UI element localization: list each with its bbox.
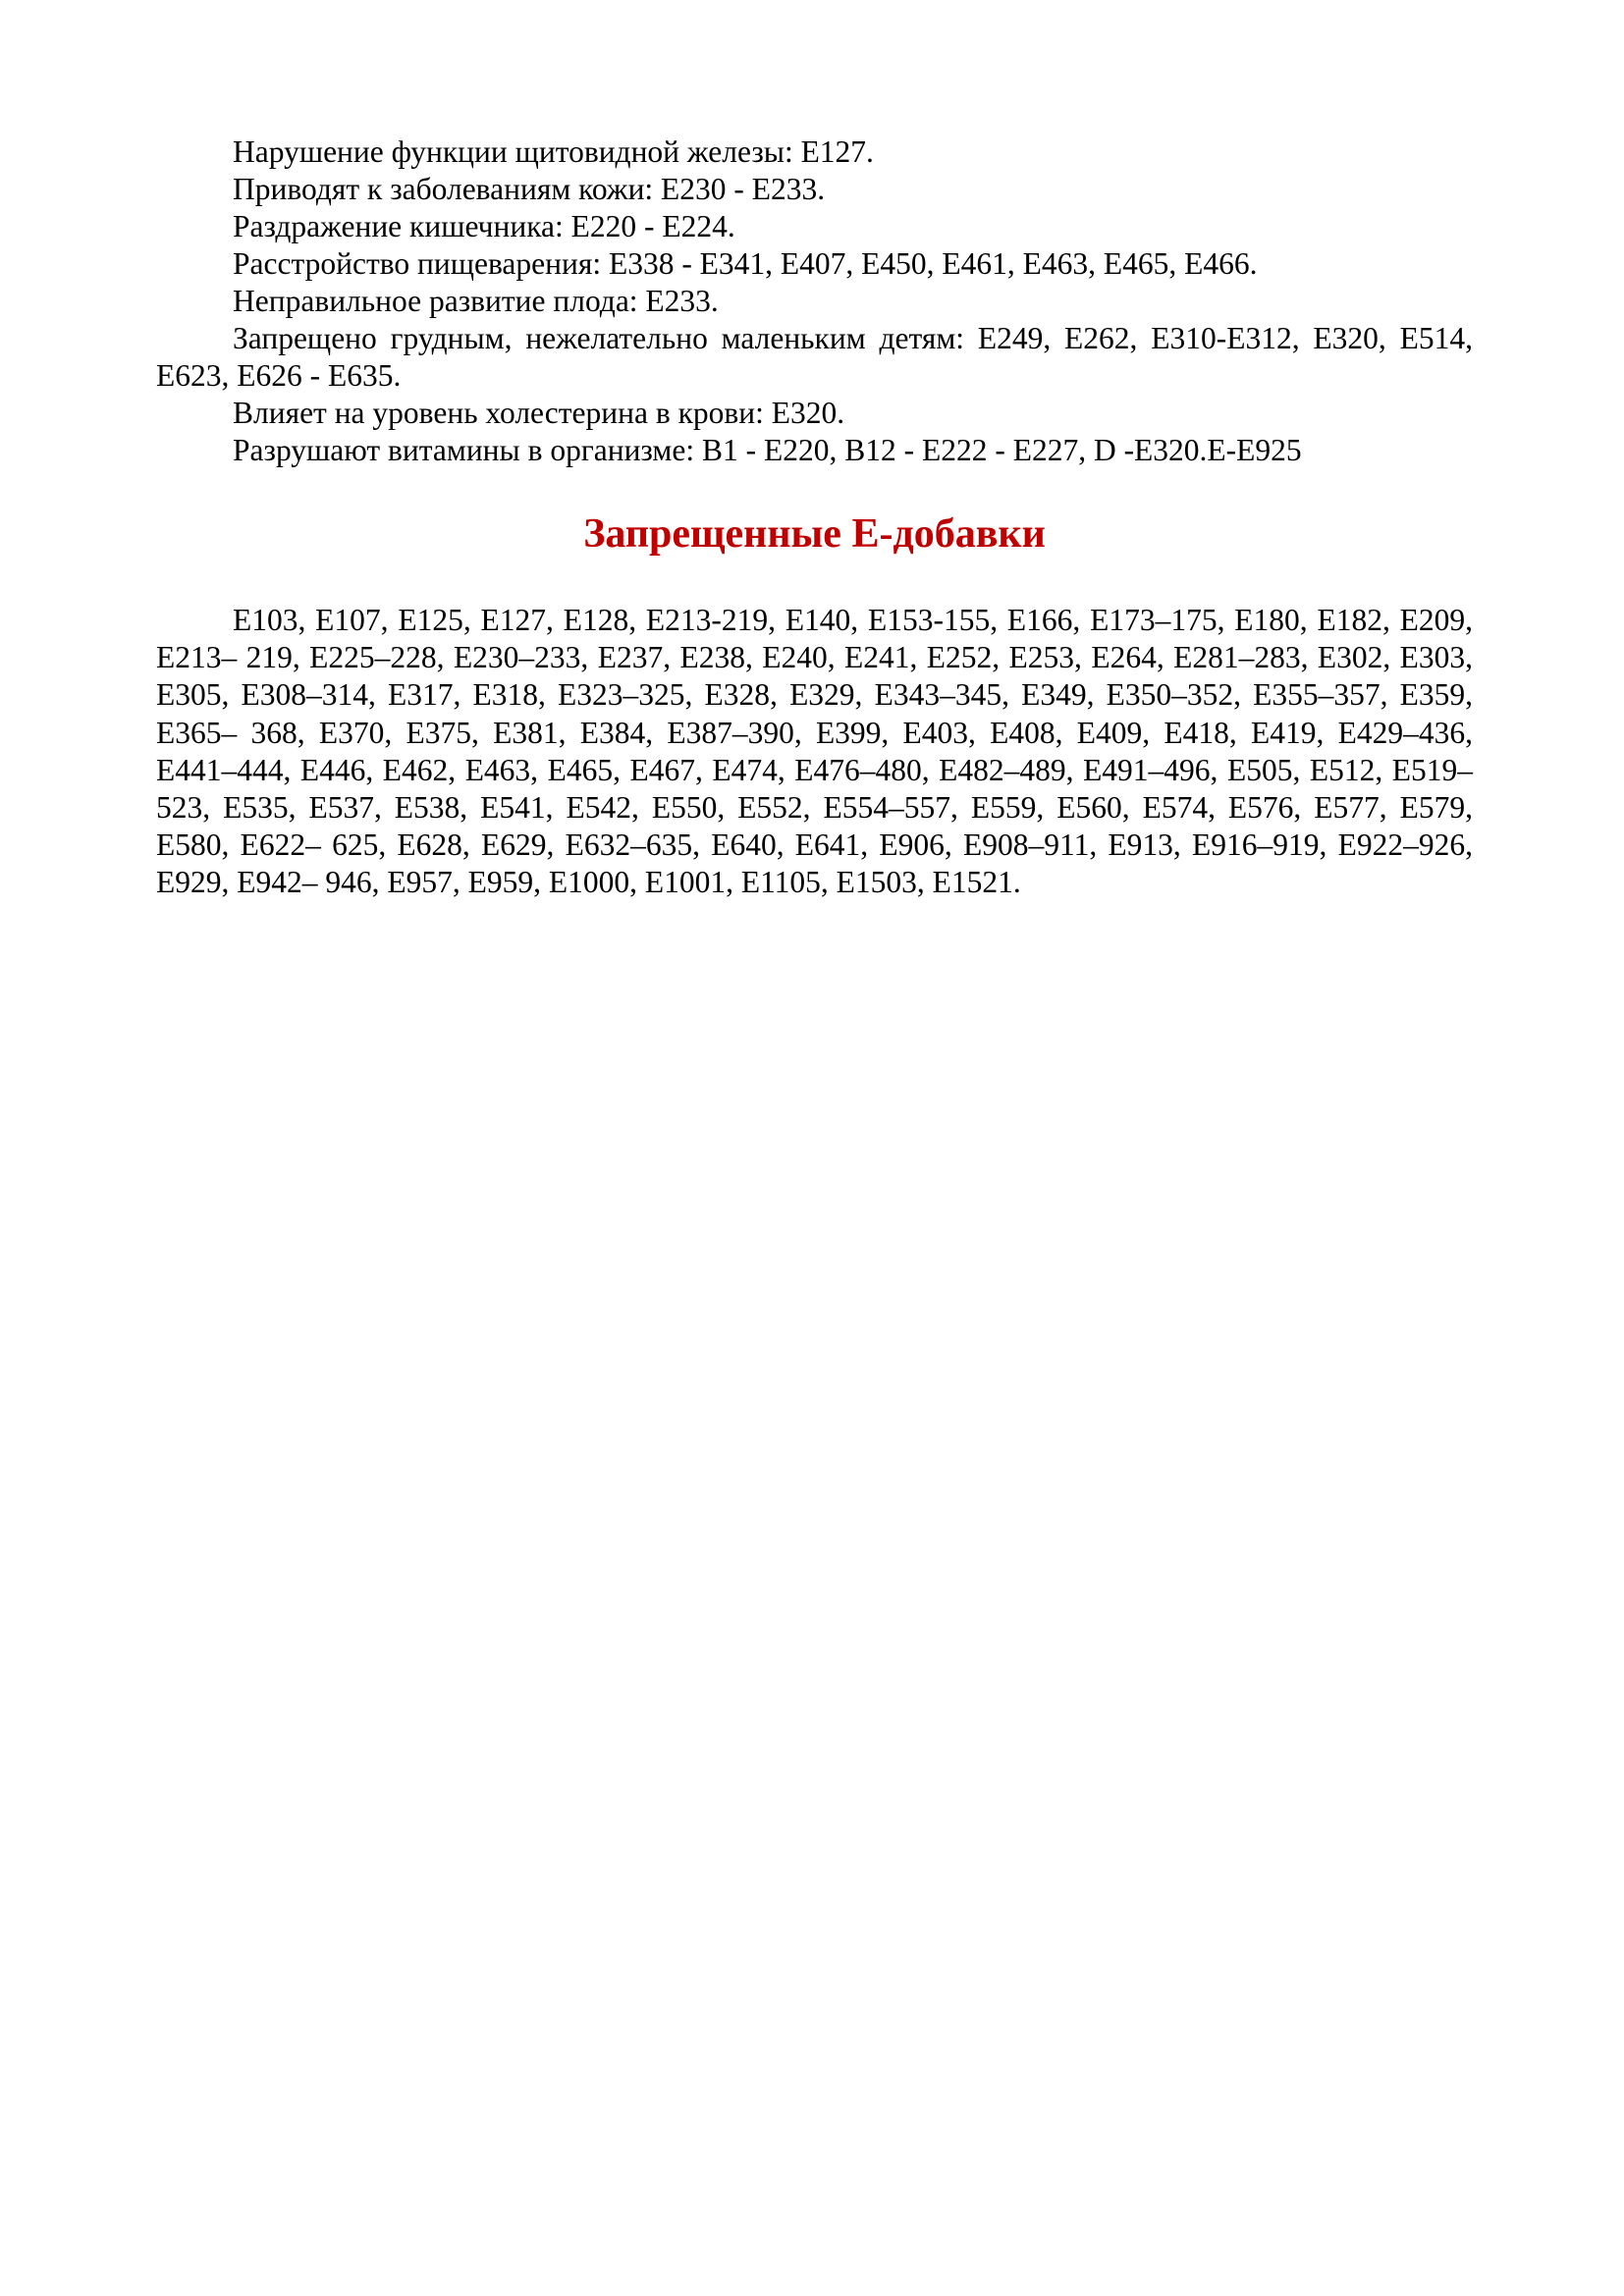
paragraph-vitamins: Разрушают витамины в организме: В1 - Е220, В12 - Е222 - Е227, D -Е320.E-E925: [233, 433, 1302, 467]
paragraph-thyroid: Нарушение функции щитовидной железы: Е127.: [233, 134, 874, 169]
paragraph-skin: Приводят к заболеваниям кожи: Е230 - Е233.: [233, 172, 826, 206]
paragraph-intestine: Раздражение кишечника: Е220 - Е224.: [233, 209, 735, 243]
banned-codes-list: Е103, Е107, Е125, Е127, Е128, Е213-219, Е140, Е153-155, Е166, Е173–175, Е180, Е182, Е209, Е213– 219, Е225–228, Е230–233, Е237, Е238, Е240, Е241, Е252, Е253, Е264, Е281–283, Е302, Е303, Е305, Е308–314, Е317, Е318, Е323–325, Е328, Е329, Е343–345, Е349, Е350–352, Е355–357, Е359, Е365– 368, Е370, Е375, Е381, Е384, Е387–390, Е399, Е403, Е408, Е409, Е418, Е419, Е429–436, Е441–444, Е446, Е462, Е463, Е465, Е467, Е474, Е476–480, Е482–489, Е491–496, Е505, Е512, Е519–523, Е535, Е537, Е538, Е541, Е542, Е550, Е552, Е554–557, Е559, Е560, Е574, Е576, Е577, Е579, Е580, Е622– 625, Е628, Е629, Е632–635, Е640, Е641, Е906, Е908–911, Е913, Е916–919, Е922–926, Е929, Е942– 946, Е957, Е959, Е1000, Е1001, Е1105, Е1503, Е1521.: [156, 603, 1473, 900]
paragraph-digestion: Расстройство пищеварения: Е338 - Е341, Е407, Е450, Е461, Е463, Е465, Е466.: [233, 246, 1258, 281]
paragraph-fetus: Неправильное развитие плода: Е233.: [233, 284, 719, 318]
paragraph-cholesterol: Влияет на уровень холестерина в крови: Е320.: [233, 396, 845, 430]
section-title: Запрещенные Е-добавки: [583, 511, 1046, 557]
paragraph-children: Запрещено грудным, нежелательно маленьким детям: Е249, Е262, Е310-Е312, Е320, Е514, Е623, Е626 - Е635.: [156, 321, 1473, 393]
document-body: [156, 133, 1473, 902]
